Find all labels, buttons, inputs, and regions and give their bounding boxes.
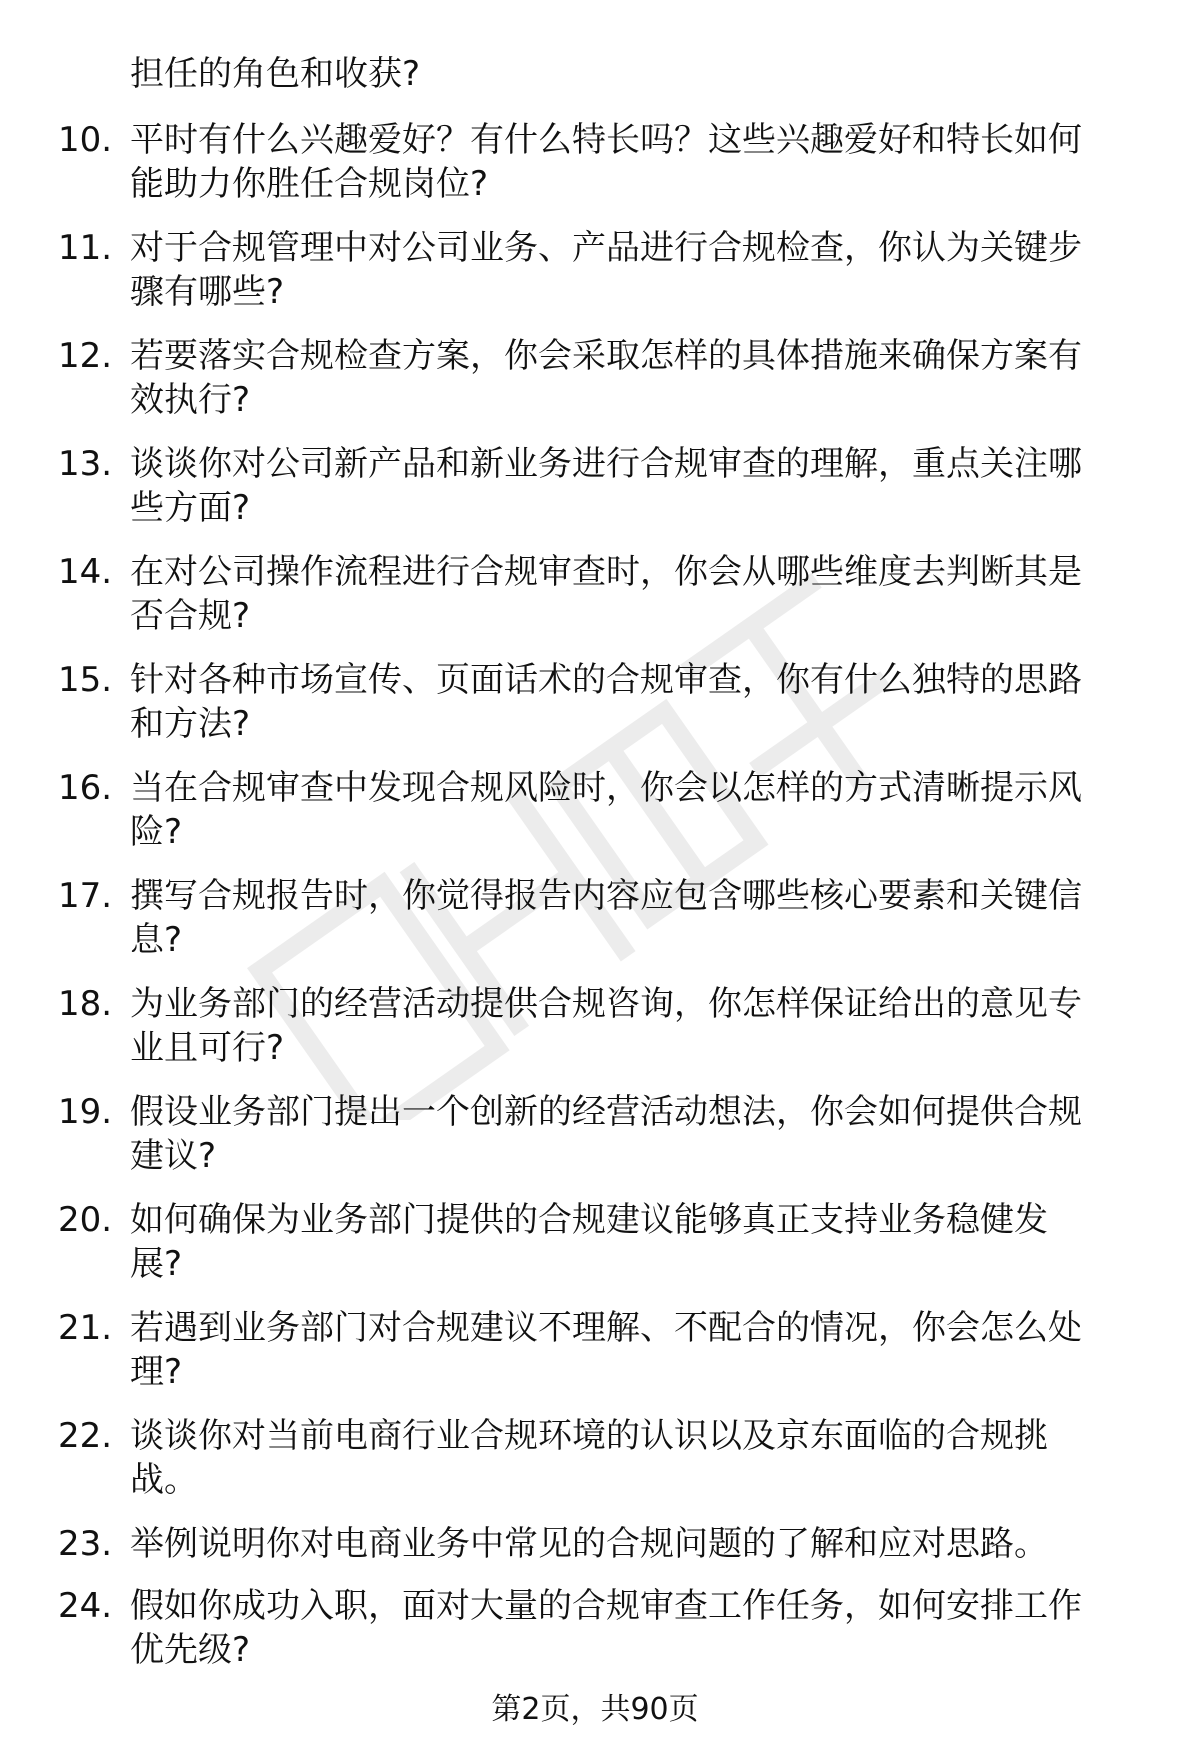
question-line: 假如你成功入职，面对大量的合规审查工作任务，如何安排工作 [130,1586,1082,1626]
question-line: 在对公司操作流程进行合规审查时，你会从哪些维度去判断其是 [130,552,1082,592]
question-line: 若遇到业务部门对合规建议不理解、不配合的情况，你会怎么处 [130,1308,1082,1348]
question-text [130,442,1150,530]
question-item [0,1414,1190,1522]
question-line: 些方面? [130,488,251,528]
question-text [130,334,1150,422]
question-line: 对于合规管理中对公司业务、产品进行合规检查，你认为关键步 [130,228,1082,268]
question-line: 谈谈你对公司新产品和新业务进行合规审查的理解，重点关注哪 [130,444,1082,484]
question-line: 平时有什么兴趣爱好？有什么特长吗？这些兴趣爱好和特长如何 [130,120,1082,160]
question-line: 当在合规审查中发现合规风险时，你会以怎样的方式清晰提示风 [130,768,1082,808]
continuation-text: 担任的角色和收获? [130,54,421,94]
question-text [130,658,1150,746]
question-text [130,982,1150,1070]
question-list [0,118,1190,1692]
question-line: 能助力你胜任合规岗位? [130,164,489,204]
question-line: 优先级? [130,1630,251,1670]
question-item [0,766,1190,874]
question-line: 展? [130,1244,183,1284]
question-text [130,118,1150,206]
question-item [0,658,1190,766]
question-number: 18. [58,984,113,1024]
page-footer: 第2页，共90页 [491,1692,699,1727]
question-number: 14. [58,552,113,592]
question-number: 10. [58,120,113,160]
question-number: 21. [58,1308,113,1348]
question-item [0,550,1190,658]
question-number: 23. [58,1524,113,1564]
question-line: 和方法? [130,704,251,744]
question-line: 谈谈你对当前电商行业合规环境的认识以及京东面临的合规挑 [130,1416,1048,1456]
question-number: 11. [58,228,113,268]
question-line: 息? [130,920,183,960]
question-line: 战。 [130,1460,198,1500]
question-line: 理? [130,1352,183,1392]
question-text [130,1522,1150,1566]
question-line: 假设业务部门提出一个创新的经营活动想法，你会如何提供合规 [130,1092,1082,1132]
question-item [0,874,1190,982]
question-text [130,1584,1150,1672]
question-text [130,766,1150,854]
question-line: 撰写合规报告时，你觉得报告内容应包含哪些核心要素和关键信 [130,876,1082,916]
question-item [0,1090,1190,1198]
question-number: 16. [58,768,113,808]
question-number: 17. [58,876,113,916]
question-number: 20. [58,1200,113,1240]
question-line: 险? [130,812,183,852]
question-line: 举例说明你对电商业务中常见的合规问题的了解和应对思路。 [130,1524,1048,1564]
question-text [130,1090,1150,1178]
question-line: 针对各种市场宣传、页面话术的合规审查，你有什么独特的思路 [130,660,1082,700]
question-text [130,226,1150,314]
question-item [0,226,1190,334]
question-line: 否合规? [130,596,251,636]
question-text [130,1198,1150,1286]
question-number: 13. [58,444,113,484]
question-number: 19. [58,1092,113,1132]
question-item [0,982,1190,1090]
question-item [0,118,1190,226]
question-line: 建议? [130,1136,217,1176]
question-line: 若要落实合规检查方案，你会采取怎样的具体措施来确保方案有 [130,336,1082,376]
question-number: 24. [58,1586,113,1626]
question-text [130,1414,1150,1502]
question-item [0,1584,1190,1692]
question-item [0,1522,1190,1584]
question-number: 12. [58,336,113,376]
question-line: 业且可行? [130,1028,285,1068]
question-item [0,1306,1190,1414]
question-text [130,550,1150,638]
question-item [0,1198,1190,1306]
question-line: 如何确保为业务部门提供的合规建议能够真正支持业务稳健发 [130,1200,1048,1240]
question-text [130,874,1150,962]
question-item [0,442,1190,550]
question-line: 效执行? [130,380,251,420]
question-number: 15. [58,660,113,700]
question-number: 22. [58,1416,113,1456]
question-line: 骤有哪些? [130,272,285,312]
question-text [130,1306,1150,1394]
question-item [0,334,1190,442]
question-line: 为业务部门的经营活动提供合规咨询，你怎样保证给出的意见专 [130,984,1082,1024]
